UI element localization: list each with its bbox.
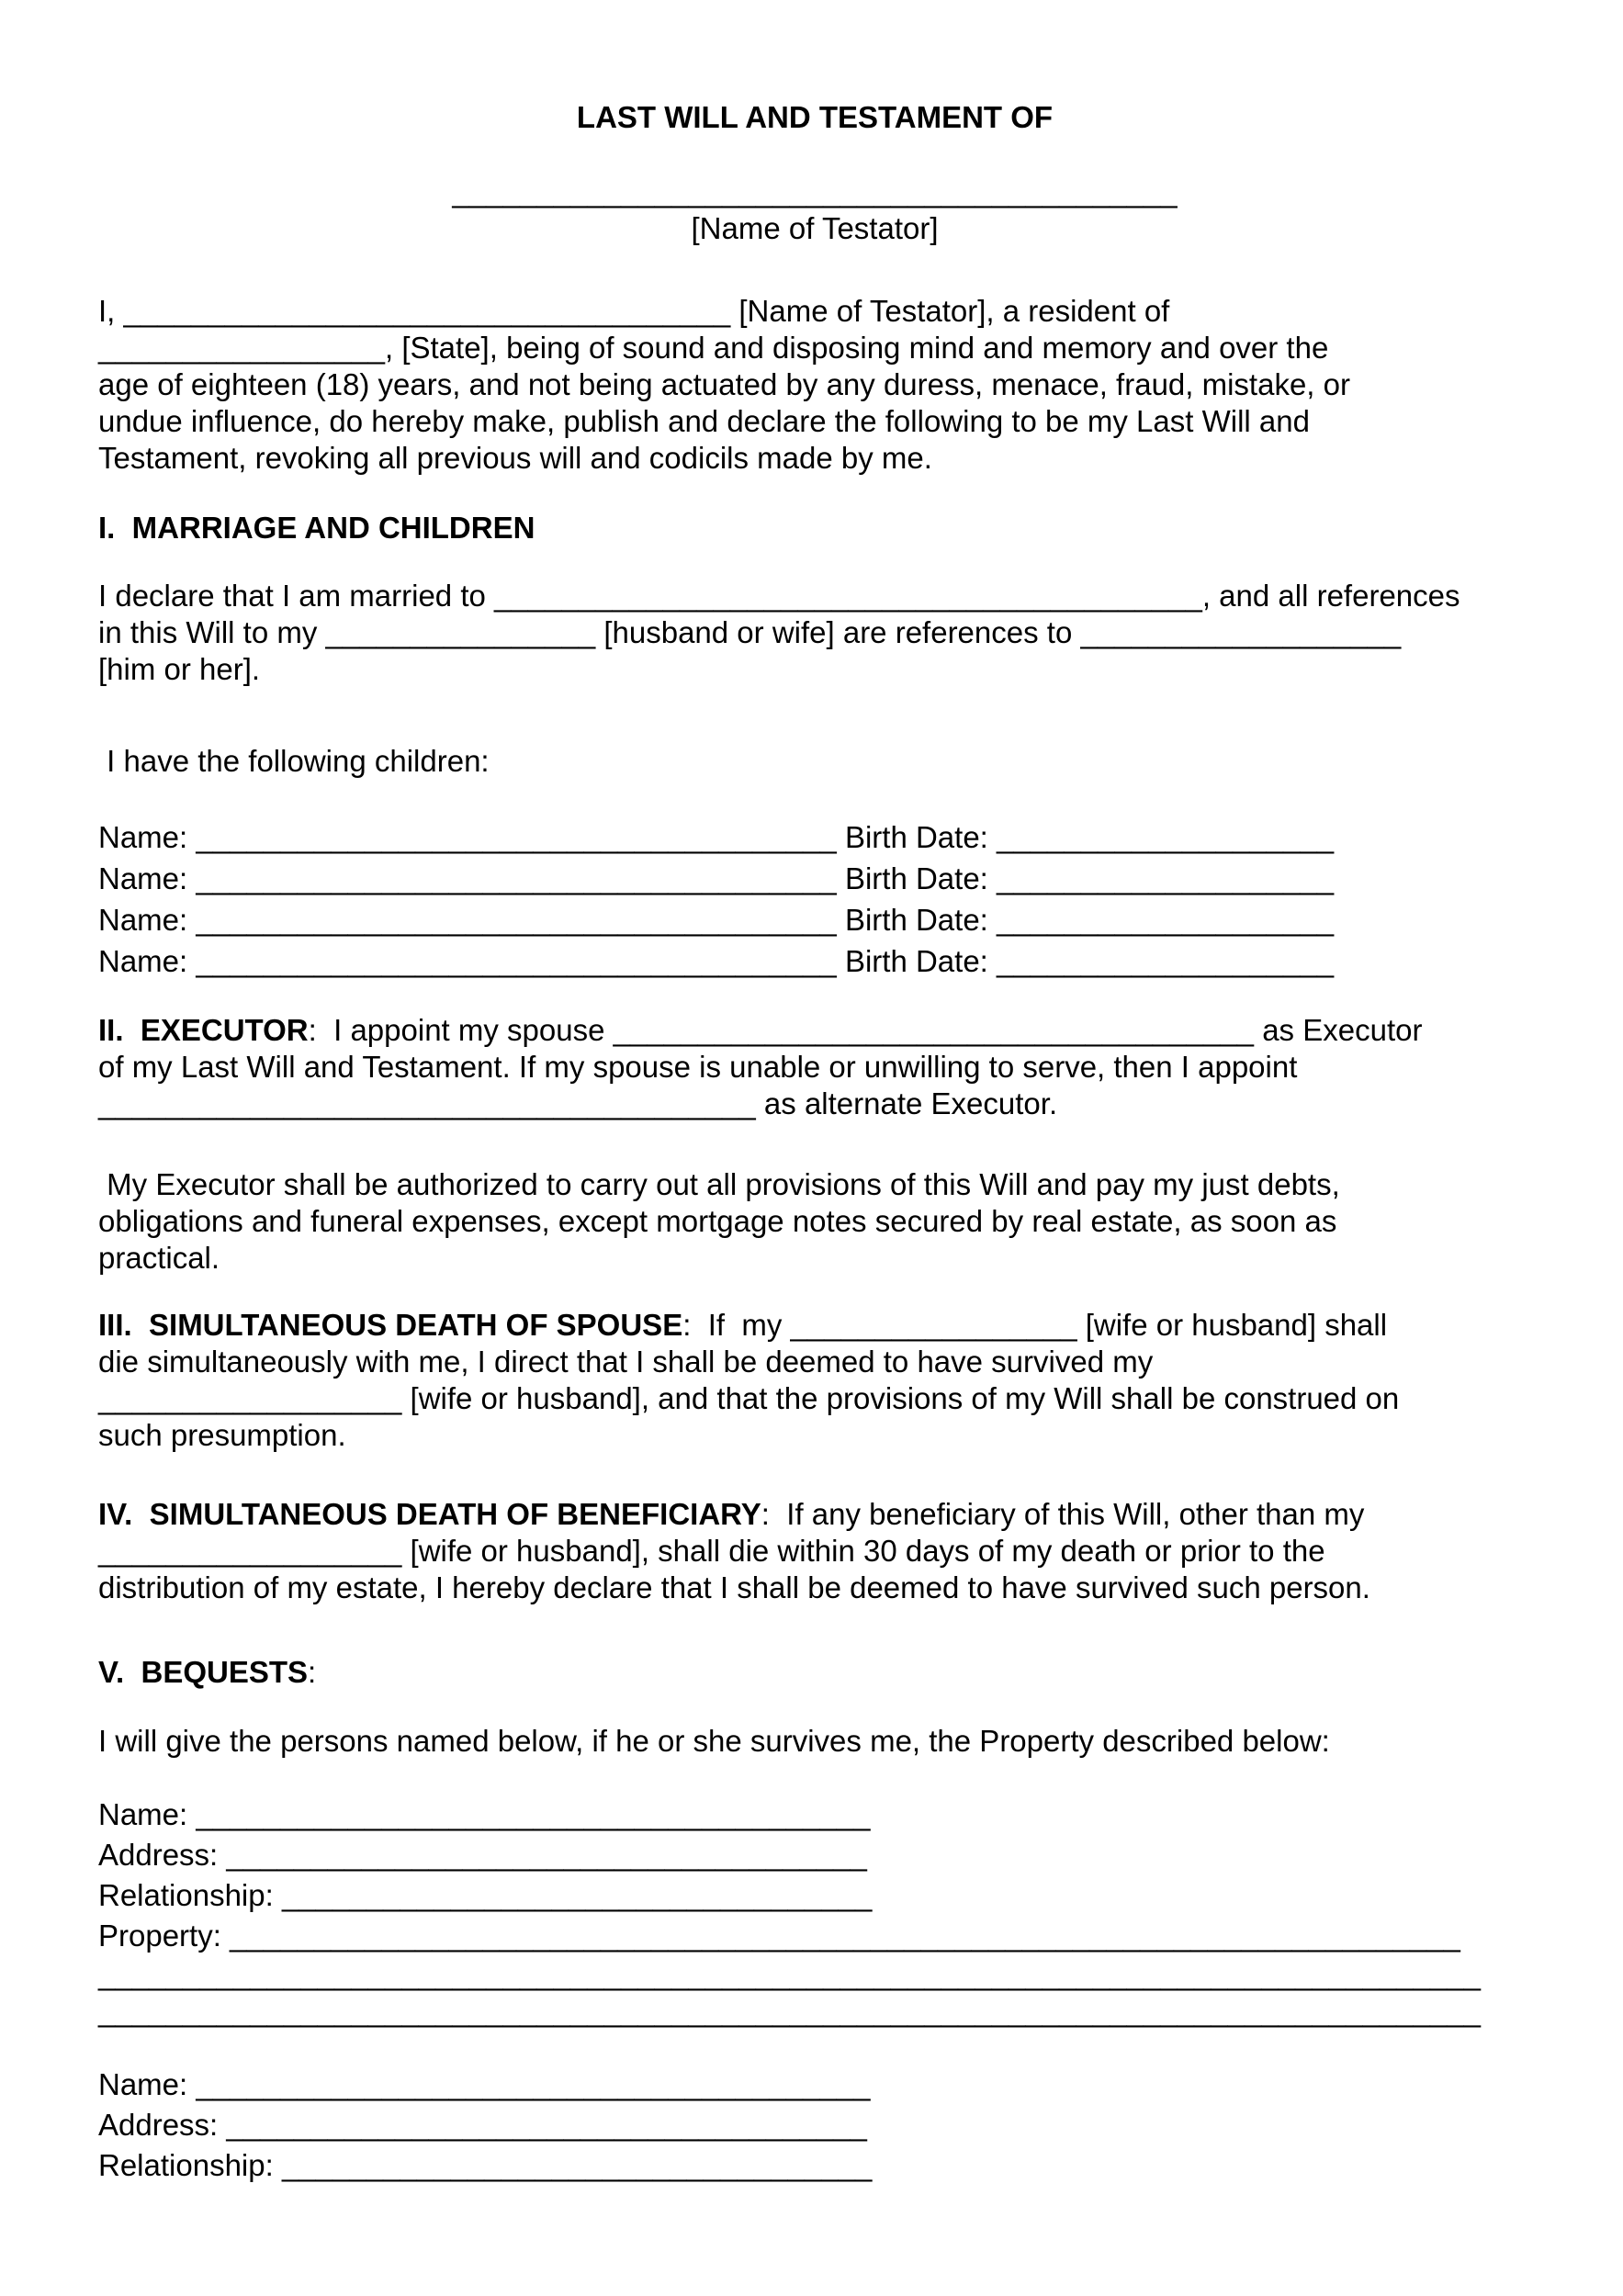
section-4-heading: IV. SIMULTANEOUS DEATH OF BENEFICIARY [98,1497,761,1531]
marriage-paragraph [98,578,1531,688]
spouse-death-line-rest: : If my _________________ [wife or husband] shall [682,1308,1388,1342]
simultaneous-death-spouse-paragraph [98,1307,1531,1454]
spouse-death-line: __________________ [wife or husband], and that the provisions of my Will shall be construed on [98,1381,1400,1415]
bequest-name-row: Name: ________________________________________ [98,1797,871,1831]
property-continuation-lines [98,1956,1531,2030]
bequest-property-row: Property: _________________________________________________________________________ [98,1919,1460,1953]
children-list [98,816,1531,982]
bequests-intro: I will give the persons named below, if he or she survives me, the Property described below: [98,1724,1330,1758]
beneficiary-death-line: distribution of my estate, I hereby declare that I shall be deemed to have survived such person. [98,1570,1370,1604]
section-2-heading: II. EXECUTOR [98,1013,309,1047]
beneficiary-death-heading-line [98,1496,1531,1533]
bequests-heading-colon: : [308,1655,317,1689]
bequest-entry-1 [98,1795,1531,1956]
duties-line: practical. [98,1241,220,1275]
bequest-address-row: Address: ______________________________________ [98,2108,867,2142]
spouse-death-line: such presumption. [98,1418,346,1452]
beneficiary-death-line-rest: : If any beneficiary of this Will, other than my [761,1497,1365,1531]
opening-line: Testament, revoking all previous will and codicils made by me. [98,441,932,475]
testator-name-blank-line: ___________________________________________ [452,174,1178,208]
bequest-relationship-row: Relationship: ___________________________________ [98,2148,873,2182]
document-title: LAST WILL AND TESTAMENT OF [576,100,1054,134]
opening-line: I, ____________________________________ [Name of Testator], a resident of [98,294,1170,328]
bequest-entry-2 [98,2065,1531,2186]
child-row: Name: ______________________________________ Birth Date: ____________________ [98,820,1335,854]
children-intro: I have the following children: [98,744,490,778]
section-1-heading: I. MARRIAGE AND CHILDREN [98,511,535,545]
property-blank-line: __________________________________________________________________________________ [98,1957,1481,1991]
executor-heading-line [98,1012,1531,1049]
marriage-line: in this Will to my ________________ [husband or wife] are references to ___________________ [98,615,1402,649]
bequest-name-row: Name: ________________________________________ [98,2067,871,2101]
executor-line: _______________________________________ as alternate Executor. [98,1086,1058,1120]
child-row: Name: ______________________________________ Birth Date: ____________________ [98,903,1335,937]
marriage-line: [him or her]. [98,652,261,686]
executor-duties-paragraph [98,1166,1531,1277]
simultaneous-death-beneficiary-paragraph [98,1496,1531,1606]
bequests-heading-line [98,1654,1531,1691]
opening-line: _________________, [State], being of sound and disposing mind and memory and over the [98,331,1329,365]
bequest-relationship-row: Relationship: ___________________________________ [98,1878,873,1912]
spouse-death-line: die simultaneously with me, I direct that I shall be deemed to have survived my [98,1345,1154,1379]
executor-line-rest: : I appoint my spouse ______________________________________ as Executor [308,1013,1423,1047]
spouse-death-heading-line [98,1307,1531,1344]
executor-paragraph [98,1012,1531,1122]
section-5-heading: V. BEQUESTS [98,1655,309,1689]
marriage-line: I declare that I am married to __________________________________________, and all references [98,579,1460,613]
bequest-address-row: Address: ______________________________________ [98,1838,867,1872]
property-blank-line: __________________________________________________________________________________ [98,1994,1481,2028]
duties-line: My Executor shall be authorized to carry out all provisions of this Will and pay my just debts, [98,1167,1340,1201]
section-3-heading: III. SIMULTANEOUS DEATH OF SPOUSE [98,1308,683,1342]
child-row: Name: ______________________________________ Birth Date: ____________________ [98,944,1335,978]
executor-line: of my Last Will and Testament. If my spouse is unable or unwilling to serve, then I appoint [98,1050,1298,1084]
child-row: Name: ______________________________________ Birth Date: ____________________ [98,861,1335,895]
beneficiary-death-line: __________________ [wife or husband], shall die within 30 days of my death or prior to the [98,1534,1325,1568]
opening-line: undue influence, do hereby make, publish and declare the following to be my Last Will and [98,404,1310,438]
duties-line: obligations and funeral expenses, except mortgage notes secured by real estate, as soon as [98,1204,1337,1238]
opening-line: age of eighteen (18) years, and not being actuated by any duress, menace, fraud, mistake, or [98,367,1350,401]
opening-paragraph [98,293,1531,477]
testator-name-caption: [Name of Testator] [691,211,939,245]
